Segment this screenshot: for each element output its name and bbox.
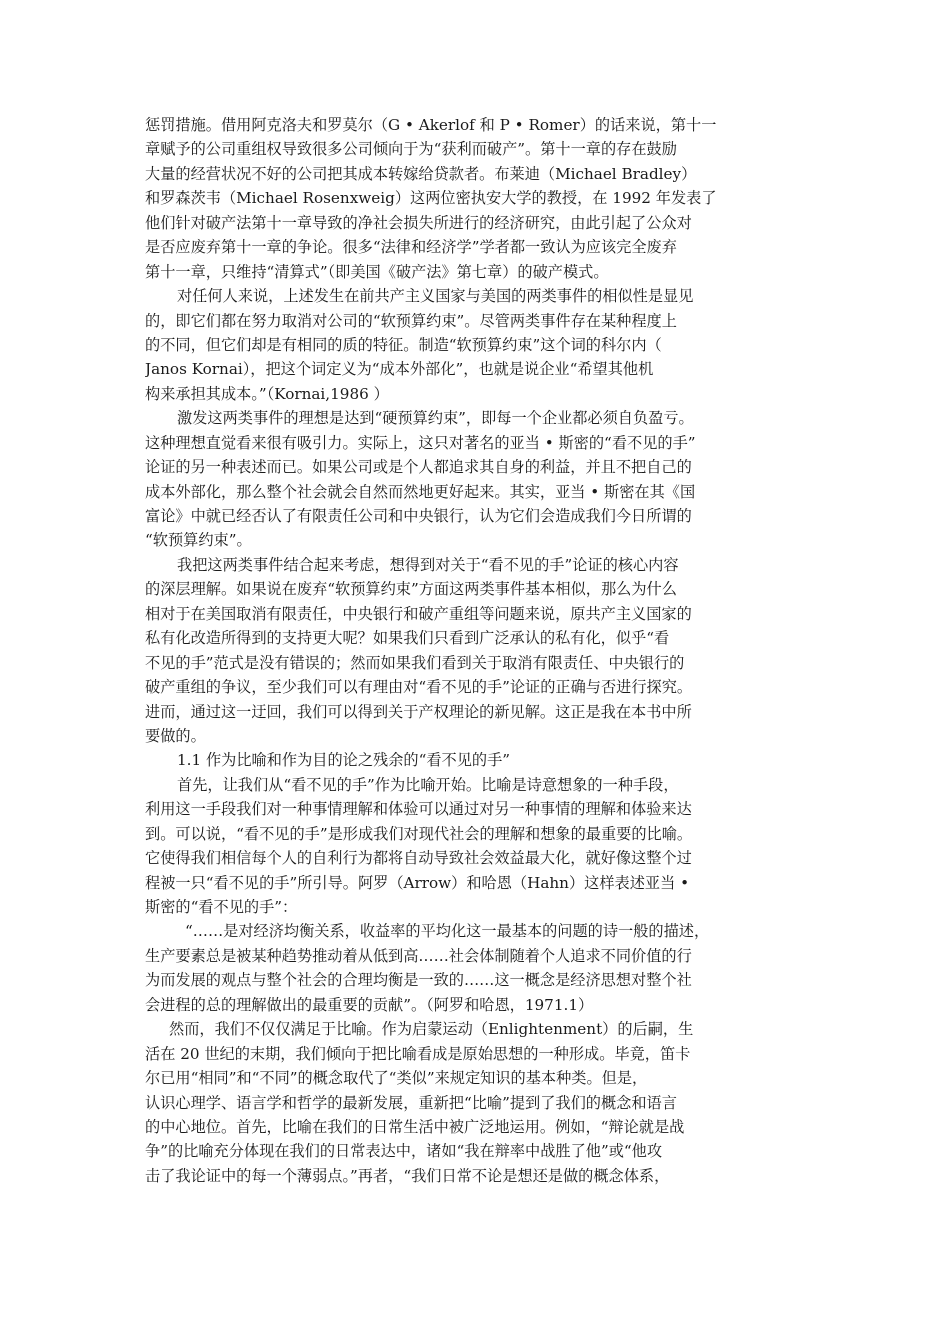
text-line: “软预算约束”。	[145, 531, 252, 550]
text-line: 生产要素总是被某种趋势推动着从低到高……社会体制随着个人追求不同价值的行	[145, 946, 692, 965]
text-line: 成本外部化，那么整个社会就会自然而然地更好起来。其实，亚当 • 斯密在其《国	[145, 482, 696, 501]
text-line: 它使得我们相信每个人的自利行为都将自动导致社会效益最大化，就好像这整个过	[145, 849, 692, 868]
text-line: 会进程的总的理解做出的最重要的贡献”。（阿罗和哈恩，1971.1）	[145, 995, 594, 1014]
text-line: 我把这两类事件结合起来考虑，想得到对关于“看不见的手”论证的核心内容	[177, 555, 679, 574]
text-line: 激发这两类事件的理想是达到“硬预算约束”，即每一个企业都必须自负盈亏。	[177, 409, 694, 428]
text-line: 利用这一手段我们对一种事情理解和体验可以通过对另一种事情的理解和体验来达	[145, 800, 692, 819]
text-line: 章赋予的公司重组权导致很多公司倾向于为“获利而破产”。第十一章的存在鼓励	[145, 140, 677, 159]
text-line: 进而，通过这一迂回，我们可以得到关于产权理论的新见解。这正是我在本书中所	[145, 702, 692, 721]
text-line: 破产重组的争议，至少我们可以有理由对“看不见的手”论证的正确与否进行探究。	[145, 678, 693, 697]
text-line: 尔已用“相同”和“不同”的概念取代了“类似”来规定知识的基本种类。但是，	[145, 1069, 648, 1088]
text-line: 不见的手”范式是没有错误的；然而如果我们看到关于取消有限责任、中央银行的	[145, 653, 685, 672]
text-line: 对任何人来说，上述发生在前共产主义国家与美国的两类事件的相似性是显见	[177, 287, 694, 306]
text-line: 他们针对破产法第十一章导致的净社会损失所进行的经济研究，由此引起了公众对	[145, 213, 692, 232]
text-line: 大量的经营状况不好的公司把其成本转嫁给贷款者。布莱迪（Michael Bradley）	[145, 164, 697, 183]
text-line: Janos Kornai），把这个词定义为“成本外部化”，也就是说企业“希望其他机	[145, 360, 654, 379]
text-line: 程被一只“看不见的手”所引导。阿罗（Arrow）和哈恩（Hahn）这样表述亚当 •	[145, 873, 690, 892]
text-line: 击了我论证中的每一个薄弱点。”再者，“我们日常不论是想还是做的概念体系，	[145, 1166, 670, 1185]
text-line: 第十一章，只维持“清算式”（即美国《破产法》第七章）的破产模式。	[145, 262, 609, 281]
text-line: 的，即它们都在努力取消对公司的“软预算约束”。尽管两类事件存在某种程度上	[145, 311, 677, 330]
text-line: 和罗森茨韦（Michael Rosenxweig）这两位密执安大学的教授，在 1992 年发表了	[145, 189, 717, 208]
text-line: 活在 20 世纪的末期，我们倾向于把比喻看成是原始思想的一种形成。毕竟，笛卡	[145, 1044, 691, 1063]
text-line: 是否应废弃第十一章的争论。很多“法律和经济学”学者都一致认为应该完全废弃	[145, 238, 677, 257]
text-line: 惩罚措施。借用阿克洛夫和罗莫尔（G • Akerlof 和 P • Romer）的话来说，第十一	[145, 116, 717, 134]
text-line: 1.1 作为比喻和作为目的论之残余的“看不见的手”	[177, 751, 511, 770]
document-page	[145, 113, 755, 1188]
text-line: 富论》中就已经否认了有限责任公司和中央银行，认为它们会造成我们今日所谓的	[145, 507, 692, 525]
text-line: 为而发展的观点与整个社会的合理均衡是一致的……这一概念是经济思想对整个社	[145, 971, 692, 990]
text-line: 这种理想直觉看来很有吸引力。实际上，这只对著名的亚当 • 斯密的“看不见的手”	[145, 433, 696, 452]
text-line: 私有化改造所得到的支持更大呢？如果我们只看到广泛承认的私有化，似乎“看	[145, 629, 670, 648]
text-line: 认识心理学、语言学和哲学的最新发展，重新把“比喻”提到了我们的概念和语言	[145, 1093, 677, 1112]
text-line: 的深层理解。如果说在废弃“软预算约束”方面这两类事件基本相似，那么为什么	[145, 580, 677, 599]
text-line: 然而，我们不仅仅满足于比喻。作为启蒙运动（Enlightenment）的后嗣，生	[169, 1020, 694, 1039]
text-line: 相对于在美国取消有限责任，中央银行和破产重组等问题来说，原共产主义国家的	[145, 604, 692, 623]
text-line: 论证的另一种表述而已。如果公司或是个人都追求其自身的利益，并且不把自己的	[145, 458, 692, 477]
text-line: 斯密的“看不见的手”：	[145, 898, 298, 916]
text-line: 的不同，但它们却是有相同的质的特征。制造“软预算约束”这个词的科尔内（	[145, 335, 662, 354]
text-line: 争”的比喻充分体现在我们的日常表达中，诸如“我在辩率中战胜了他”或“他攻	[145, 1142, 663, 1161]
text-line: 要做的。	[145, 726, 206, 745]
text-line: 到。可以说，“看不见的手”是形成我们对现代社会的理解和想象的最重要的比喻。	[145, 824, 693, 843]
text-line: 首先，让我们从“看不见的手”作为比喻开始。比喻是诗意想象的一种手段，	[177, 775, 679, 794]
text-line: 的中心地位。首先，比喻在我们的日常生活中被广泛地运用。例如，“辩论就是战	[145, 1117, 685, 1136]
text-line: “……是对经济均衡关系，收益率的平均化这一最基本的问题的诗一般的描述，	[185, 922, 710, 941]
text-line: 构来承担其成本。”（Kornai,1986 ）	[145, 384, 389, 403]
